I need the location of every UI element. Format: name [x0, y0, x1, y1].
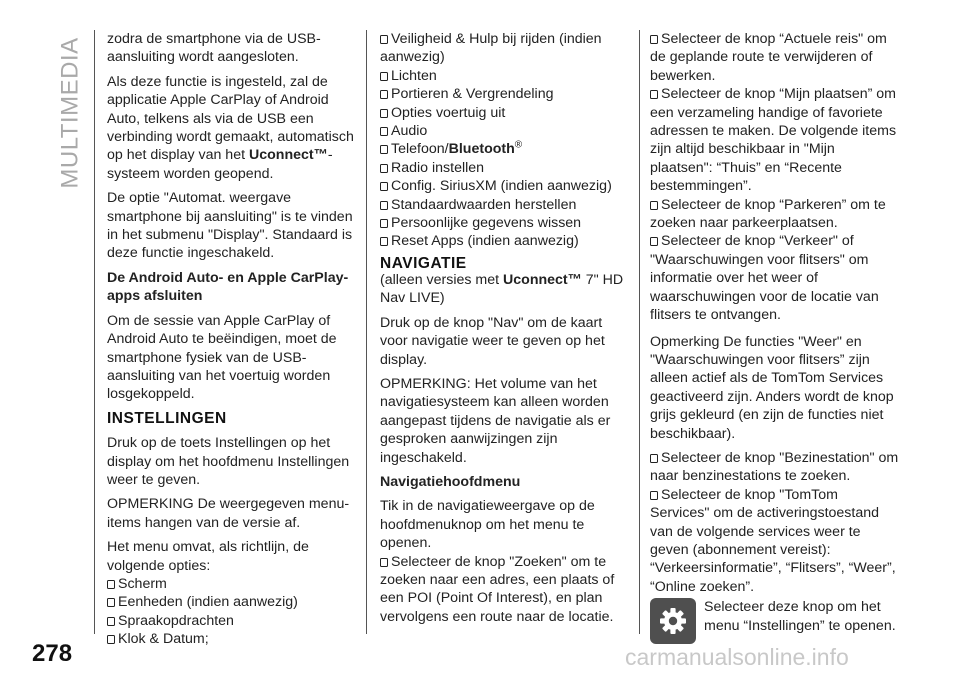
checkbox-bullet-icon: [650, 491, 658, 500]
paragraph: Tik in de navigatieweergave op de hoofdmenuknop om het menu te openen.: [380, 498, 595, 552]
paragraph: Opmerking De functies "Weer" en "Waarschuwingen voor flitsers” zijn alleen actief als de TomTom Services geactiveerd zijn. Anders wordt de knop grijs gekleurd (en zijn de functies niet beschikbaar).: [650, 333, 894, 442]
list-item: [650, 196, 900, 233]
registered-mark: ®: [514, 139, 523, 151]
paragraph: Om de sessie van Apple CarPlay of Android Auto te beëindigen, moet de smartphone fysiek van de USB-aansluiting van het voertuig worden losgekoppeld.: [107, 312, 337, 403]
item-text: Selecteer de knop “Mijn plaatsen” om een verzameling handige of favoriete adressen te maken. De volgende items zijn altijd beschikbaar in "Mijn plaatsen": “Thuis” en “Recente bestemmingen”.: [650, 86, 897, 195]
bluetooth-brand: Bluetooth: [448, 141, 515, 158]
item-text: Radio instellen: [391, 159, 485, 176]
item-text: Selecteer de knop "Bezinestation" om naar benzinestations te zoeken.: [650, 449, 899, 485]
checkbox-bullet-icon: [107, 598, 115, 607]
checkbox-bullet-icon: [650, 201, 658, 210]
column-divider: [366, 30, 367, 634]
settings-description: Selecteer deze knop om het menu “Instellingen” te openen.: [704, 599, 896, 634]
checkbox-bullet-icon: [380, 237, 388, 246]
list-item: [650, 232, 900, 324]
checkbox-bullet-icon: [380, 72, 388, 81]
nav-menu-list-more: [650, 449, 900, 596]
checkbox-bullet-icon: [380, 35, 388, 44]
settings-options-list: [107, 575, 359, 649]
list-item: [380, 196, 632, 214]
checkbox-bullet-icon: [380, 219, 388, 228]
nav-menu-list: [380, 553, 632, 627]
list-item: [650, 85, 900, 195]
item-text: Selecteer de knop "TomTom Services" om de activeringstoestand van de volgende services weer te geven (abonnement vereist): “Verkeersinformatie”, “Flitsers”, “Weer”, “Online zoeken”.: [650, 486, 896, 595]
checkbox-bullet-icon: [380, 164, 388, 173]
list-item: [380, 140, 632, 158]
column-divider: [94, 30, 95, 634]
list-item: [380, 214, 632, 232]
list-item: [380, 122, 632, 140]
list-item: [380, 30, 632, 67]
note-text: (alleen versies met: [380, 271, 504, 288]
list-item: [380, 67, 632, 85]
checkbox-bullet-icon: [380, 109, 388, 118]
list-item: [107, 630, 359, 648]
item-text: Selecteer de knop “Actuele reis" om de geplande route te verwijderen of bewerken.: [650, 31, 887, 84]
list-item: [380, 232, 632, 250]
note-text: 7" HD Nav LIVE): [380, 271, 624, 307]
column-divider: [639, 30, 640, 634]
checkbox-bullet-icon: [650, 237, 658, 246]
gear-icon: [658, 606, 688, 636]
item-text: Veiligheid & Hulp bij rijden (indien aanwezig): [380, 31, 602, 66]
checkbox-bullet-icon: [380, 127, 388, 136]
checkbox-bullet-icon: [380, 90, 388, 99]
section-heading-instellingen: INSTELLINGEN: [107, 409, 227, 427]
checkbox-bullet-icon: [650, 454, 658, 463]
paragraph: OPMERKING: Het volume van het navigatiesysteem kan alleen worden aangepast tijdens de navigatie als er gesproken aanwijzingen zijn ingeschakeld.: [380, 375, 611, 466]
list-item: [650, 30, 900, 85]
paragraph-text: Als deze functie is ingesteld, zal de applicatie Apple CarPlay of Android Auto, telkens als via de USB een verbinding wordt gemaakt, automatisch op het display van het: [107, 73, 354, 164]
side-section-title: [56, 30, 86, 195]
version-note: [380, 271, 632, 308]
paragraph: Het menu omvat, als richtlijn, de volgende opties:: [107, 539, 309, 574]
item-text: Scherm: [118, 575, 167, 592]
list-item: [107, 593, 359, 611]
list-item: [380, 159, 632, 177]
item-text: Selecteer de knop "Zoeken" om te zoeken naar een adres, een plaats of een POI (Point Of Interest), en plan vervolgens een route naar de locatie.: [380, 553, 615, 625]
item-text: Portieren & Vergrendeling: [391, 86, 554, 103]
paragraph: De optie "Automat. weergave smartphone bij aansluiting" is te vinden in het submenu "Display". Standaard is deze functie ingeschakeld.: [107, 190, 353, 262]
item-text: Klok & Datum;: [118, 631, 209, 648]
item-text: Lichten: [391, 67, 437, 84]
item-text: Opties voertuig uit: [391, 104, 506, 121]
paragraph: zodra de smartphone via de USB-aansluiting wordt aangesloten.: [107, 31, 321, 66]
item-text: Selecteer de knop “Verkeer" of "Waarschuwingen voor flitsers" om informatie over het weer of waarschuwingen voor de locatie van flitsers te ontvangen.: [650, 233, 879, 324]
list-item: [380, 553, 632, 627]
column-1: [107, 30, 359, 651]
column-2: [380, 30, 632, 628]
checkbox-bullet-icon: [107, 635, 115, 644]
brand-name: Uconnect™: [503, 271, 582, 288]
settings-button: [650, 598, 696, 644]
side-title-text: MULTIMEDIA: [57, 36, 85, 189]
checkbox-bullet-icon: [380, 201, 388, 210]
column-3: [650, 30, 900, 650]
item-text: Spraakopdrachten: [118, 612, 234, 629]
checkbox-bullet-icon: [380, 145, 388, 154]
watermark: carmanualsonline.info: [625, 644, 849, 670]
item-text: Audio: [391, 123, 428, 140]
page-number: 278: [32, 640, 73, 667]
subheading: De Android Auto- en Apple CarPlay-apps afsluiten: [107, 269, 349, 305]
paragraph: Druk op de knop "Nav" om de kaart voor navigatie weer te geven op het display.: [380, 314, 605, 368]
checkbox-bullet-icon: [650, 35, 658, 44]
list-item: [650, 486, 900, 596]
subheading: Navigatiehoofdmenu: [380, 473, 521, 490]
item-text: Eenheden (indien aanwezig): [118, 594, 298, 611]
settings-options-list-continued: [380, 30, 632, 251]
paragraph: Druk op de toets Instellingen op het display om het hoofdmenu Instellingen weer te geven.: [107, 435, 350, 488]
item-text: Config. SiriusXM (indien aanwezig): [391, 178, 612, 195]
list-item: [650, 449, 900, 486]
item-text: Selecteer de knop “Parkeren” om te zoeken naar parkeerplaatsen.: [650, 196, 886, 232]
item-text: Telefoon/: [391, 141, 449, 158]
list-item: [380, 85, 632, 103]
list-item: [107, 575, 359, 593]
checkbox-bullet-icon: [107, 617, 115, 626]
checkbox-bullet-icon: [107, 580, 115, 589]
section-heading-navigatie: NAVIGATIE: [380, 254, 467, 272]
list-item: [380, 104, 632, 122]
paragraph-text: -systeem worden geopend.: [107, 147, 333, 182]
checkbox-bullet-icon: [380, 558, 388, 567]
list-item: [380, 177, 632, 195]
brand-name: Uconnect™: [248, 147, 328, 164]
checkbox-bullet-icon: [380, 182, 388, 191]
settings-button-explanation: [650, 598, 900, 650]
item-text: Reset Apps (indien aanwezig): [391, 233, 579, 250]
nav-menu-list-continued: [650, 30, 900, 325]
paragraph: OPMERKING De weergegeven menu-items hangen van de versie af.: [107, 496, 350, 531]
list-item: [107, 612, 359, 630]
paragraph: [107, 73, 359, 183]
item-text: Persoonlijke gegevens wissen: [391, 215, 582, 232]
checkbox-bullet-icon: [650, 90, 658, 99]
item-text: Standaardwaarden herstellen: [391, 196, 577, 213]
